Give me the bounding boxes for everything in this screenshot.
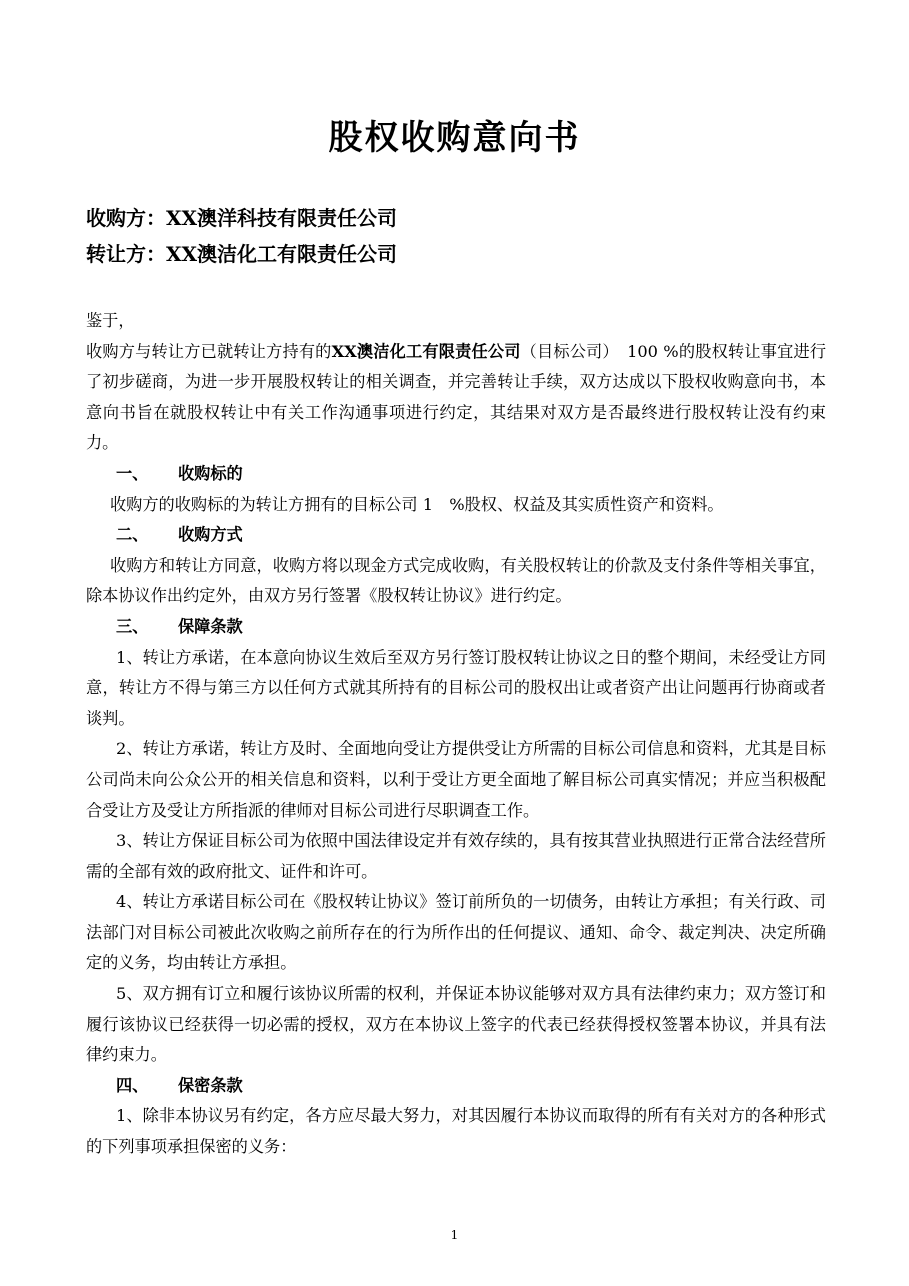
section-number: 四、 bbox=[116, 1075, 149, 1095]
seller-name: XX澳洁化工有限责任公司 bbox=[166, 242, 398, 266]
preamble-text-after: （目标公司） 100 %的股权转让事宜进行了初步磋商，为进一步开展股权转让的相关调查，并完善转让手续，双方达成以下股权收购意向书，本意向书旨在就股权转让中有关工作沟通事项进行约定，其结果对双方是否最终进行股权转让没有约束力。 bbox=[86, 341, 827, 453]
clause-paragraph: 3、转让方保证目标公司为依照中国法律设定并有效存续的，具有按其营业执照进行正常合法经营所需的全部有效的政府批文、证件和许可。 bbox=[86, 831, 826, 881]
section-paragraph: 收购方和转让方同意，收购方将以现金方式完成收购，有关股权转让的价款及支付条件等相关事宜，除本协议作出约定外，由双方另行签署《股权转让协议》进行约定。 bbox=[86, 555, 826, 606]
section-heading-3 bbox=[86, 612, 826, 643]
section-heading-1 bbox=[86, 459, 826, 490]
buyer-name: XX澳洋科技有限责任公司 bbox=[166, 206, 398, 230]
clause-paragraph: 2、转让方承诺，转让方及时、全面地向受让方提供受让方所需的目标公司信息和资料，尤其是目标公司尚未向公众公开的相关信息和资料，以利于受让方更全面地了解目标公司真实情况；并应当积极配合受让方及受让方所指派的律师对目标公司进行尽职调查工作。 bbox=[86, 739, 826, 820]
seller-label: 转让方： bbox=[86, 242, 166, 266]
section-title: 收购方式 bbox=[178, 525, 243, 545]
section-heading-4 bbox=[86, 1071, 826, 1102]
document-title: 股权收购意向书 bbox=[328, 118, 581, 158]
section-number: 三、 bbox=[116, 616, 149, 636]
page-number: 1 bbox=[450, 1228, 459, 1242]
buyer-label: 收购方： bbox=[86, 206, 166, 230]
document-body bbox=[86, 306, 826, 1163]
section-title: 保密条款 bbox=[178, 1075, 243, 1095]
section-number: 二、 bbox=[116, 525, 149, 545]
buyer-line bbox=[86, 202, 397, 231]
clause-paragraph: 1、转让方承诺，在本意向协议生效后至双方另行签订股权转让协议之日的整个期间，未经受让方同意，转让方不得与第三方以任何方式就其所持有的目标公司的股权出让或者资产出让问题再行协商或者谈判。 bbox=[86, 647, 826, 728]
clause-paragraph: 1、除非本协议另有约定，各方应尽最大努力，对其因履行本协议而取得的所有有关对方的各种形式的下列事项承担保密的义务： bbox=[86, 1106, 826, 1157]
section-title: 保障条款 bbox=[178, 616, 243, 636]
seller-line bbox=[86, 238, 397, 267]
section-heading-2 bbox=[86, 520, 826, 551]
clause-paragraph: 5、双方拥有订立和履行该协议所需的权利，并保证本协议能够对双方具有法律约束力；双方签订和履行该协议已经获得一切必需的授权，双方在本协议上签字的代表已经获得授权签署本协议，并具有法律约束力。 bbox=[86, 984, 826, 1065]
preamble-paragraph bbox=[86, 337, 826, 459]
clause-paragraph: 4、转让方承诺目标公司在《股权转让协议》签订前所负的一切债务，由转让方承担；有关行政、司法部门对目标公司被此次收购之前所存在的行为所作出的任何提议、通知、命令、裁定判决、决定所确定的义务，均由转让方承担。 bbox=[86, 892, 826, 973]
target-company-name: XX澳洁化工有限责任公司 bbox=[331, 341, 521, 361]
section-number: 一、 bbox=[116, 463, 149, 483]
section-title: 收购标的 bbox=[178, 463, 243, 483]
preamble-lead: 鉴于， bbox=[86, 311, 135, 330]
preamble-text-before: 收购方与转让方已就转让方持有的 bbox=[86, 341, 332, 361]
section-paragraph: 收购方的收购标的为转让方拥有的目标公司 1 %股权、权益及其实质性资产和资料。 bbox=[110, 494, 724, 514]
